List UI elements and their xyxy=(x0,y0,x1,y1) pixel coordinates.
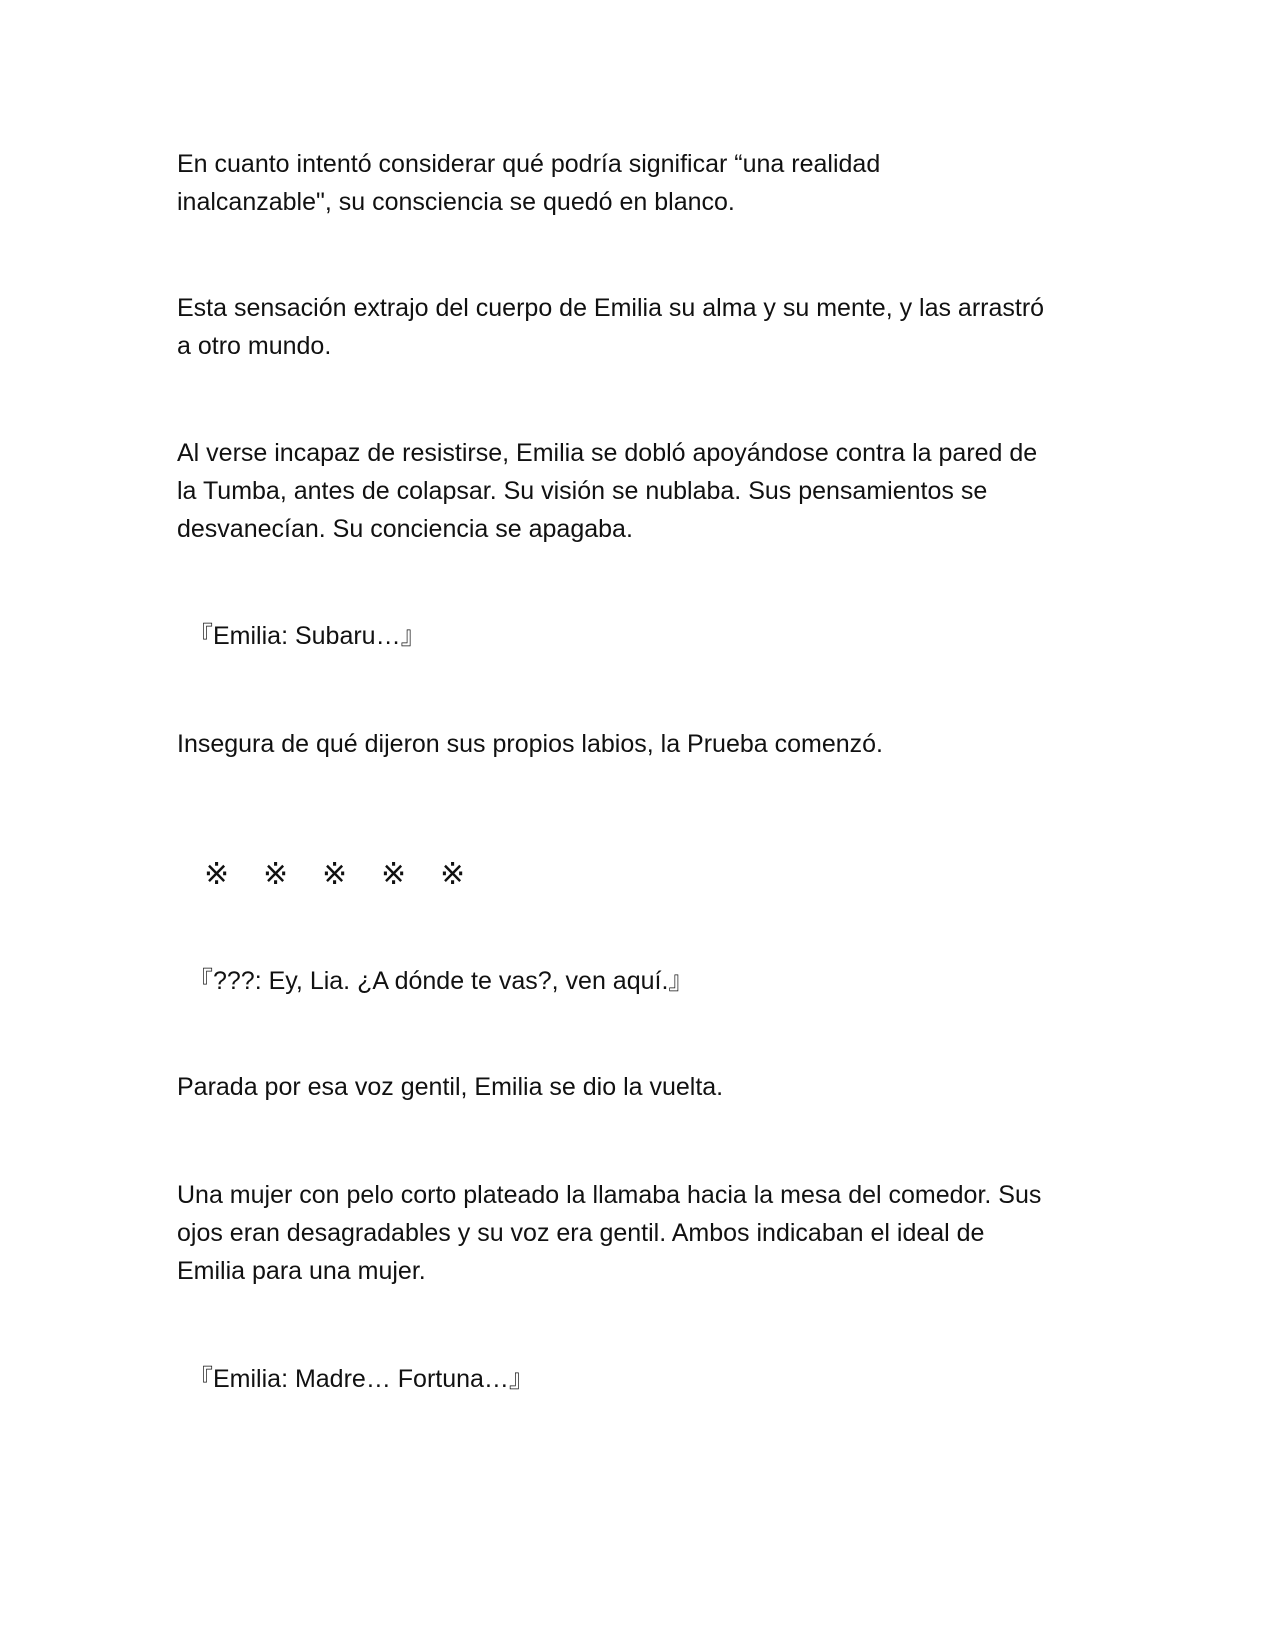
text-line: Insegura de qué dijeron sus propios labios, la Prueba comenzó. xyxy=(177,730,883,758)
text-line: a otro mundo. xyxy=(177,332,332,360)
paragraph xyxy=(177,1068,1107,1106)
separator-mark: ※ xyxy=(381,857,407,892)
paragraph xyxy=(177,289,1107,365)
text-line: Emilia para una mujer. xyxy=(177,1257,426,1285)
dialogue-line xyxy=(188,962,1118,1000)
dialogue-line xyxy=(188,617,1118,655)
separator-mark: ※ xyxy=(263,857,289,892)
text-line: 『Emilia: Subaru…』 xyxy=(188,622,426,650)
text-line: 『Emilia: Madre… Fortuna…』 xyxy=(188,1365,534,1393)
separator-mark: ※ xyxy=(204,857,230,892)
text-line: En cuanto intentó considerar qué podría significar “una realidad xyxy=(177,150,881,178)
paragraph xyxy=(177,145,1107,221)
paragraph xyxy=(177,725,1107,763)
text-line: la Tumba, antes de colapsar. Su visión se nublaba. Sus pensamientos se xyxy=(177,477,988,505)
paragraph xyxy=(177,1176,1107,1290)
paragraph xyxy=(177,434,1107,548)
text-line: Esta sensación extrajo del cuerpo de Emilia su alma y su mente, y las arrastró xyxy=(177,294,1045,322)
scene-break-separator xyxy=(204,856,499,894)
separator-mark: ※ xyxy=(322,857,348,892)
text-line: desvanecían. Su conciencia se apagaba. xyxy=(177,515,633,543)
separator-mark: ※ xyxy=(440,857,466,892)
text-line: Parada por esa voz gentil, Emilia se dio la vuelta. xyxy=(177,1073,724,1101)
text-line: inalcanzable", su consciencia se quedó en blanco. xyxy=(177,188,735,216)
text-line: Al verse incapaz de resistirse, Emilia se dobló apoyándose contra la pared de xyxy=(177,439,1038,467)
dialogue-line xyxy=(188,1360,1118,1398)
text-line: ojos eran desagradables y su voz era gentil. Ambos indicaban el ideal de xyxy=(177,1219,985,1247)
text-line: Una mujer con pelo corto plateado la llamaba hacia la mesa del comedor. Sus xyxy=(177,1181,1042,1209)
text-line: 『???: Ey, Lia. ¿A dónde te vas?, ven aquí.』 xyxy=(188,967,694,995)
